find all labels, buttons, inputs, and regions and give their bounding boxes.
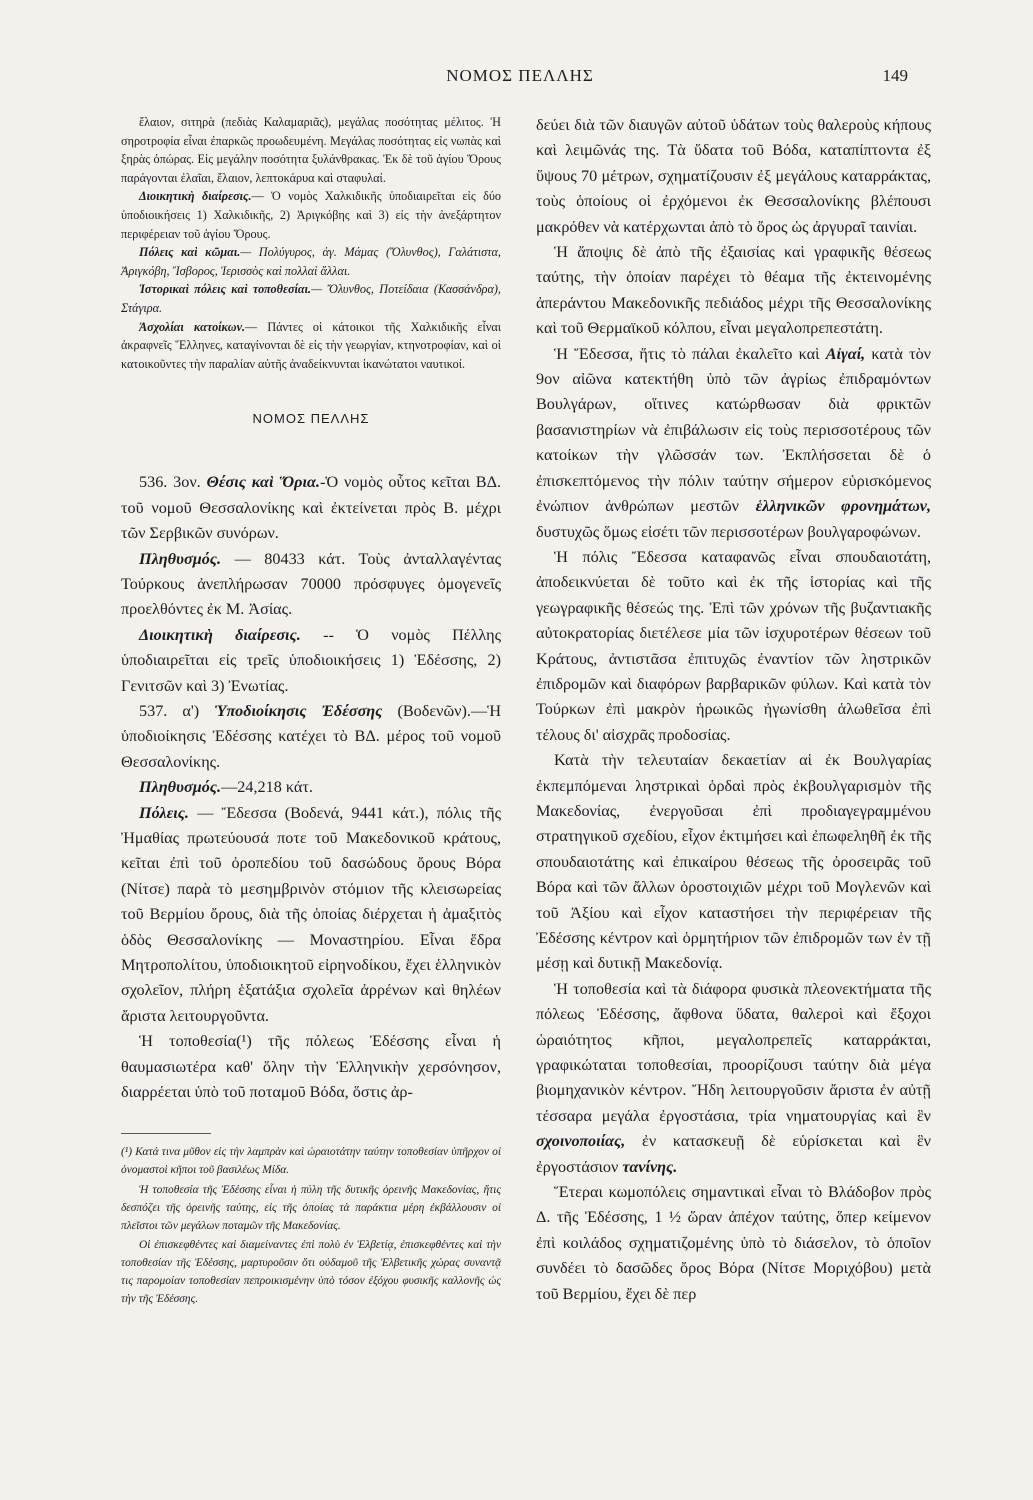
paragraph: [121, 470, 501, 546]
paragraph-text: -Ὁ νομὸς οὗτος κεῖται ΒΔ. τοῦ νομοῦ Θεσσαλονίκης καὶ ἐκτείνεται πρὸς Β. μέχρι τῶν Σερβικῶν συνόρων.: [121, 473, 502, 543]
section-number: 537. α'): [139, 701, 200, 720]
emphasis: Αἰγαί,: [825, 344, 866, 363]
paragraph: [121, 187, 501, 243]
running-title: ΝΟΜΟΣ ΠΕΛΛΗΣ: [446, 66, 594, 85]
paragraph: Ἡ πόλις Ἔδεσσα καταφανῶς εἶναι σπουδαιοτάτη, ἀποδεικνύεται δὲ τοῦτο καὶ ἐκ τῆς ἱστορίας καὶ τῆς γεωγραφικῆς θέσεώς της. Ἐπὶ τῶν χρόνων τῆς βυζαντιακῆς αὐτοκρατορίας διετέλεσε μία τῶν ἰσχυροτέρων θέσεων τοῦ Κράτους, ἀντιστᾶσα ἐπιτυχῶς ἐναντίον τῶν ληστρικῶν ἐπιδρομῶν καὶ διαφόρων βαρβαρικῶν φύλων. Καὶ κατὰ τὸν Τούρκων ἐπὶ μακρὸν ἡρωικῶς ἠγωνίσθη ἁλωθεῖσα ἐπὶ τέλους δι' αἰσχρᾶς προδοσίας.: [536, 547, 931, 744]
paragraph-text: — Πολύγυρος, ἁγ. Μάμας (Ὄλυνθος), Γαλάτιστα, Ἀριγκόβη, Ἴσβορος, Ἱερισσὸς καὶ πολλαὶ ἄλλαι.: [121, 245, 501, 278]
paragraph-text: ἐν κατασκευῇ δὲ εὑρίσκεται καὶ ἓν ἐργοστάσιον: [536, 1132, 932, 1176]
paragraph-text: — Ὁ νομὸς Χαλκιδικῆς ὑποδιαιρεῖται εἰς δύο ὑποδιοικήσεις 1) Χαλκιδικῆς, 2) Ἀριγκόβης καὶ 3) εἰς τὴν ἀνεξάρτητον περιφέρειαν τοῦ ἁγίου Ὄρους.: [121, 189, 501, 241]
heading-label: Ἱστορικαὶ πόλεις καὶ τοποθεσίαι.: [139, 282, 312, 297]
page-number: 149: [882, 66, 908, 85]
paragraph-text: — Πάντες οἱ κάτοικοι τῆς Χαλκιδικῆς εἶναι ἀκραφνεῖς Ἕλληνες, καταγίνονται δὲ εἰς τὴν γεωργίαν, κτηνοτροφίαν, καὶ οἱ κατοικοῦντες τὴν παραλίαν αὐτῆς ἀναδείκνυνται ἱκανώτατοι ναυτικοί.: [121, 319, 501, 371]
heading-label: Πληθυσμός.: [139, 778, 222, 797]
paragraph: ἔλαιον, σιτηρὰ (πεδιὰς Καλαμαριᾶς), μεγάλας ποσότητας μέλιτος. Ἡ σηροτροφία εἶναι ἐπαρκῶς προωδευμένη. Μεγάλας ποσότητας εἰς νωπὰς καὶ ξηρὰς ὀπώρας. Εἰς μεγάλην ποσότητα ξυλάνθρακας. Ἐκ δὲ τοῦ ἁγίου Ὄρους παράγονται ἐλαῖαι, ἔλαιον, λεπτοκάρυα καὶ σταφυλαί.: [121, 115, 501, 185]
paragraph: Ἕτεραι κωμοπόλεις σημαντικαὶ εἶναι τὸ Βλάδοβον πρὸς Δ. τῆς Ἐδέσσης, 1 ½ ὥραν ἀπέχον ταύτης, ὅπερ κείμενον ἐπὶ κοιλάδος σχηματιζομένης ὑπὸ τὸ διάσελον, τὸ ὁποῖον συνδέει τὸ δασῶδες ὄρος Βόρα (Νίτσε Μοριχόβου) μετὰ τοῦ Βερμίου, ἔχει δὲ περ: [536, 1183, 931, 1303]
paragraph: [121, 318, 501, 374]
heading-label: Ἀσχολίαι κατοίκων.: [139, 319, 246, 334]
paragraph: [121, 623, 501, 699]
paragraph-text: κατὰ τὸν 9ον αἰῶνα κατεκτήθη ὑπὸ τῶν ἀγρίως ἐπιδραμόντων Βουλγάρων, οἵτινες κατώρθωσαν διὰ φρικτῶν βασανιστηρίων νὰ ἐπιβάλωσιν εἰς τοὺς περισσοτέρους τῶν κατοίκων τὴν γλῶσσάν των. Ἐκπλήσσεται δὲ ὁ ἐπισκεπτόμενος τὴν πόλιν ταύτην σήμερον εὑρισκόμενος ἐνώπιον ἀνθρώπων μεστῶν: [536, 344, 931, 516]
emphasis: σχοινοποιίας,: [536, 1132, 626, 1151]
footnote-divider: [121, 1133, 211, 1134]
section-title: ΝΟΜΟΣ ΠΕΛΛΗΣ: [252, 411, 370, 427]
paragraph: Κατὰ τὴν τελευταίαν δεκαετίαν αἱ ἐκ Βουλγαρίας ἐκπεμπόμεναι ληστρικαὶ ὁρδαὶ πρὸς ἐκβουλγαρισμὸν τῆς Μακεδονίας, ἐνεργοῦσαι ἐπὶ προδιαγεγραμμένου στρατηγικοῦ σχεδίου, εἶχον ἐκτιμήσει καὶ ἐπωφεληθῆ ἐκ τῆς σπουδαιοτάτης καὶ ἐπικαίρου θέσεως τῆς ὀροσειρᾶς τοῦ Βόρα καὶ τῶν ἄλλων ὀροστοιχιῶν μέχρι τοῦ Μογλενῶν καὶ τοῦ Ἀξίου καὶ εἶχον καταστήσει τὴν περιφέρειαν τῆς Ἐδέσσης κέντρον καὶ ὁρμητήριον τῶν ἐπιδρομῶν των ἐν τῇ μέσῃ καὶ δυτικῇ Μακεδονίᾳ.: [536, 751, 931, 973]
right-column: [536, 113, 931, 1307]
heading-label: Διοικητικὴ διαίρεσις.: [139, 189, 252, 204]
paragraph: [121, 775, 501, 800]
heading-label: Διοικητικὴ διαίρεσις.: [139, 625, 301, 644]
paragraph: Ἡ ἄποψις δὲ ἀπὸ τῆς ἐξαισίας καὶ γραφικῆς θέσεως ταύτης, τὴν ὁποίαν παρέχει τὸ θέαμα τῆς ἐκτεινομένης ἀπεράντου Μακεδονικῆς πεδιάδος μέχρι τῆς Θεσσαλονίκης καὶ τοῦ Θερμαϊκοῦ κόλπου, εἶναι μεγαλοπρεπεστάτη.: [536, 243, 931, 338]
footnote: Οἱ ἐπισκεφθέντες καὶ διαμείναντες ἐπὶ πολὺ ἐν Ἑλβετίᾳ, ἐπισκεφθέντες καὶ τὴν τοποθεσίαν τῆς Ἐδέσσης, μαρτυροῦσιν ὅτι οὐδαμοῦ τῆς Ἑλβετικῆς χώρας συναντᾷ τις παρομοίαν τοποθεσίαν πεπροικισμένην ὑπὸ τόσον ἐξόχου φυσικῆς καλλονῆς ὡς τὴν τῆς Ἐδέσσης.: [121, 1239, 501, 1305]
paragraph: [536, 342, 931, 545]
heading-label: Πληθυσμός.: [139, 549, 222, 568]
paragraph: [121, 280, 501, 317]
paragraph-text: — Ὄλυνθος, Ποτείδαια (Κασσάνδρα), Στάγιρα.: [121, 282, 501, 315]
emphasis: τανίνης.: [622, 1157, 678, 1176]
paragraph: δεύει διὰ τῶν διαυγῶν αὐτοῦ ὑδάτων τοὺς θαλεροὺς κήπους καὶ λειμῶνάς της. Τὰ ὕδατα τοῦ Βόδα, καταπίπτοντα ἐξ ὕψους 70 μέτρων, σχηματίζουσιν ἐξ μεγάλους καταρράκτας, τοὺς ὁποίους οἱ ἐρχόμενοι ἐκ Θεσσαλονίκης βλέπουσι μακρόθεν νὰ κατέρχωνται ἀπὸ τὸ ὄρος ὡς ἀργυραῖ ταινίαι.: [536, 116, 931, 236]
paragraph-text: —24,218 κάτ.: [221, 778, 313, 797]
paragraph: [121, 547, 501, 623]
paragraph-text: δυστυχῶς ὅμως εἰσέτι τῶν περισσοτέρων βουλγαροφώνων.: [536, 522, 921, 541]
paragraph-text: Ἡ Ἔδεσσα, ἥτις τὸ πάλαι ἐκαλεῖτο καὶ: [554, 344, 820, 363]
paragraph-text: (Βοδενῶν).—Ἡ ὑποδιοίκησις Ἐδέσσης κατέχει τὸ ΒΔ. μέρος τοῦ νομοῦ Θεσσαλονίκης.: [121, 701, 501, 771]
paragraph: Ἡ τοποθεσία(¹) τῆς πόλεως Ἐδέσσης εἶναι ἡ θαυμασιωτέρα καθ' ὅλην τὴν Ἑλληνικὴν χερσόνησον, διαρρέεται ὑπὸ τοῦ ποταμοῦ Βόδα, ὅστις ἀρ-: [121, 1032, 501, 1102]
paragraph-text: — Ἔδεσσα (Βοδενά, 9441 κάτ.), πόλις τῆς Ἠμαθίας πρωτεύουσά ποτε τοῦ Μακεδονικοῦ κράτους, κεῖται ἐπὶ τοῦ ὀροπεδίου τοῦ δασώδους ὄρους Βόρα (Νίτσε) παρὰ τὸ μεσημβρινὸν στόμιον τῆς κλεισωρείας τοῦ Βερμίου ὄρους, διὰ τῆς ὁποίας διέρχεται ἡ ἁμαξιτὸς ὁδὸς Θεσσαλονίκης — Μοναστηρίου. Εἶναι ἕδρα Μητροπολίτου, ὑποδιοικητοῦ εἰρηνοδίκου, ἔχει ἑλληνικὸν σχολεῖον, πλήρη ἑξατάξια σχολεῖα ἀρρένων καὶ θηλέων ἄριστα λειτουργοῦντα.: [121, 803, 501, 1025]
paragraph: [536, 977, 931, 1180]
paragraph: [121, 699, 501, 775]
heading-label: Πόλεις καὶ κῶμαι.: [139, 245, 241, 260]
emphasis: ἑλληνικῶν φρονημάτων,: [755, 497, 932, 516]
paragraph: [121, 801, 501, 1030]
footnote: (¹) Κατά τινα μῦθον εἰς τὴν λαμπρὰν καὶ ὡραιοτάτην ταύτην τοποθεσίαν ὑπῆρχον οἱ ὀνομαστοὶ κῆποι τοῦ βασιλέως Μίδα.: [121, 1146, 501, 1177]
paragraph-text: Ἡ τοποθεσία καὶ τὰ διάφορα φυσικὰ πλεονεκτήματα τῆς πόλεως Ἐδέσσης, ἄφθονα ὕδατα, θαλεροὶ καὶ ἔξοχοι ὡραιότητος κῆποι, μεγαλοπρεπεῖς καταρράκται, γραφικώταται τοποθεσίαι, προορίζουσι ταύτην διὰ μέγα βιομηχανικὸν κέντρον. Ἤδη λειτουργοῦσιν ἄριστα ἐν αὐτῇ τέσσαρα μεγάλα ἐργοστάσια, τρία νηματουργίας καὶ ἓν: [536, 979, 931, 1125]
heading-label: Πόλεις.: [139, 803, 189, 822]
section-number: 536. 3ον.: [139, 473, 201, 492]
paragraph-text: — 80433 κάτ. Τοὺς ἀνταλλαγέντας Τούρκους ἀνεπλήρωσαν 70000 πρόσφυγες ὁμογενεῖς προελθόντες ἐκ Μ. Ἀσίας.: [121, 549, 501, 619]
paragraph-text: -- Ὁ νομὸς Πέλλης ὑποδιαιρεῖται εἰς τρεῖς ὑποδιοικήσεις 1) Ἐδέσσης, 2) Γενιτσῶν καὶ 3) Ἐνωτίας.: [121, 625, 502, 695]
left-column: [121, 113, 501, 1309]
paragraph: [121, 243, 501, 280]
heading-label: Θέσις καὶ Ὅρια.: [206, 473, 320, 492]
heading-label: Ὑποδιοίκησις Ἐδέσσης: [214, 701, 383, 720]
footnote: Ἡ τοποθεσία τῆς Ἐδέσσης εἶναι ἡ πύλη τῆς δυτικῆς ὀρεινῆς Μακεδονίας, ἥτις δεσπόζει τῆς ὀρεινῆς ταύτης, εἰς τῆς ὁποίας τὰ παράκτια μέρη ἐκβάλλουσιν οἱ πλεῖστοι τῶν μεγάλων ποταμῶν τῆς Μακεδονίας.: [121, 1184, 501, 1232]
